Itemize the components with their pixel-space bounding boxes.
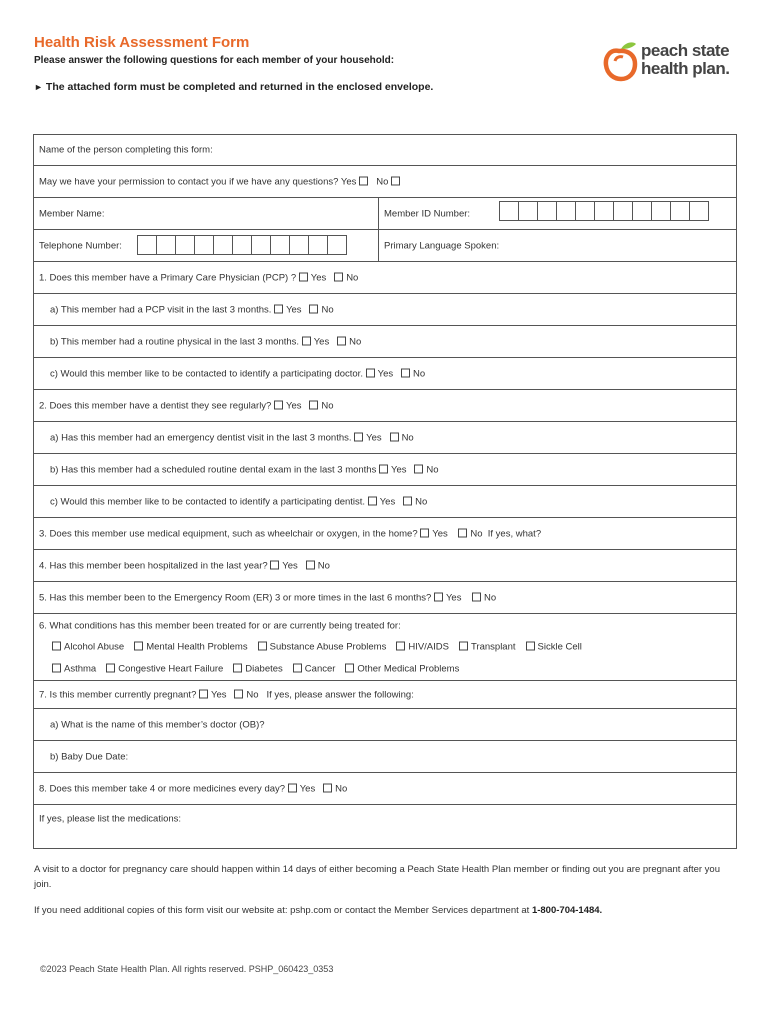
assessment-form	[33, 134, 737, 849]
row-q1: 1. Does this member have a Primary Care Physician (PCP) ? Yes No	[34, 262, 736, 294]
row-q1a: a) This member had a PCP visit in the last 3 months. Yes No	[34, 294, 736, 326]
member-id-boxes[interactable]	[500, 201, 709, 221]
copyright: ©2023 Peach State Health Plan. All rights reserved. PSHP_060423_0353	[40, 964, 334, 974]
condition-option[interactable]: Alcohol Abuse	[52, 642, 124, 653]
condition-row1-checkbox-1[interactable]	[134, 642, 143, 651]
conditions-row1	[52, 642, 592, 653]
pregnancy-note: A visit to a doctor for pregnancy care should happen within 14 days of either becoming a Peach State Health Plan member or finding out you are pregnant after you join.	[34, 864, 720, 890]
row-q1b: b) This member had a routine physical in the last 3 months. Yes No	[34, 326, 736, 358]
q4-no-checkbox[interactable]	[306, 560, 315, 569]
q7-no-checkbox[interactable]	[234, 689, 243, 698]
conditions-row2	[52, 664, 469, 675]
q1a-no-checkbox[interactable]	[309, 304, 318, 313]
condition-option[interactable]: Sickle Cell	[526, 642, 582, 653]
logo-line2: health plan.	[641, 59, 730, 78]
q3-no-checkbox[interactable]	[458, 528, 467, 537]
condition-row2-checkbox-4[interactable]	[345, 664, 354, 673]
row-q2b: b) Has this member had a scheduled routine dental exam in the last 3 months Yes No	[34, 454, 736, 486]
q2a-no-checkbox[interactable]	[390, 432, 399, 441]
condition-row1-checkbox-5[interactable]	[526, 642, 535, 651]
row-q5: 5. Has this member been to the Emergency Room (ER) 3 or more times in the last 6 months? Yes No	[34, 582, 736, 614]
telephone-boxes[interactable]	[138, 235, 347, 255]
row-q2: 2. Does this member have a dentist they see regularly? Yes No	[34, 390, 736, 422]
row-telephone: Telephone Number: Primary Language Spoken:	[34, 230, 736, 262]
row-medications: If yes, please list the medications:	[39, 813, 182, 825]
condition-option[interactable]: Substance Abuse Problems	[258, 642, 387, 653]
condition-row2-checkbox-2[interactable]	[233, 664, 242, 673]
form-title: Health Risk Assessment Form	[34, 34, 250, 51]
q5-no-checkbox[interactable]	[472, 592, 481, 601]
condition-row1-checkbox-3[interactable]	[396, 642, 405, 651]
q3-yes-checkbox[interactable]	[420, 528, 429, 537]
q2-yes-checkbox[interactable]	[274, 400, 283, 409]
permission-no-checkbox[interactable]	[391, 176, 400, 185]
q2a-yes-checkbox[interactable]	[354, 432, 363, 441]
q8-no-checkbox[interactable]	[323, 783, 332, 792]
q1-no-checkbox[interactable]	[334, 272, 343, 281]
condition-option[interactable]: Congestive Heart Failure	[106, 664, 223, 675]
return-notice: ► The attached form must be completed and returned in the enclosed envelope.	[34, 81, 434, 93]
condition-row2-checkbox-1[interactable]	[106, 664, 115, 673]
condition-option[interactable]: Asthma	[52, 664, 96, 675]
q4-yes-checkbox[interactable]	[270, 560, 279, 569]
q1b-yes-checkbox[interactable]	[302, 336, 311, 345]
logo-line1: peach state	[641, 41, 730, 60]
row-q7a: a) What is the name of this member’s doctor (OB)?	[34, 709, 736, 741]
condition-option[interactable]: Other Medical Problems	[345, 664, 459, 675]
row-q7: 7. Is this member currently pregnant? Yes No If yes, please answer the following:	[34, 681, 736, 709]
condition-row2-checkbox-0[interactable]	[52, 664, 61, 673]
row-q1c: c) Would this member like to be contacted to identify a participating doctor. Yes No	[34, 358, 736, 390]
member-services-phone: 1-800-704-1484.	[531, 905, 603, 916]
condition-option[interactable]: Transplant	[459, 642, 516, 653]
q1-yes-checkbox[interactable]	[299, 272, 308, 281]
row-q6: 6. What conditions has this member been treated for or are currently being treated for: Alcohol Abuse Mental Health Problems Substance Abuse Problems HIV/AIDS Transplant Sickle Cell Asthma Congestive Heart Failure Diabetes Cancer Other Medical Problems	[34, 614, 736, 681]
condition-option[interactable]: Cancer	[293, 664, 336, 675]
q2c-no-checkbox[interactable]	[403, 496, 412, 505]
q8-yes-checkbox[interactable]	[288, 783, 297, 792]
q1c-yes-checkbox[interactable]	[366, 368, 375, 377]
condition-option[interactable]: Diabetes	[233, 664, 283, 675]
q2-no-checkbox[interactable]	[309, 400, 318, 409]
copies-note: If you need additional copies of this form visit our website at: pshp.com or contact the Member Services department at 1-800-704-1484.	[34, 905, 603, 916]
q1c-no-checkbox[interactable]	[401, 368, 410, 377]
row-permission: May we have your permission to contact you if we have any questions? Yes No	[34, 166, 736, 198]
condition-option[interactable]: Mental Health Problems	[134, 642, 247, 653]
condition-row1-checkbox-4[interactable]	[459, 642, 468, 651]
form-subtitle: Please answer the following questions for each member of your household:	[34, 55, 395, 66]
q5-yes-checkbox[interactable]	[434, 592, 443, 601]
condition-option[interactable]: HIV/AIDS	[396, 642, 449, 653]
q2c-yes-checkbox[interactable]	[368, 496, 377, 505]
q7-yes-checkbox[interactable]	[199, 689, 208, 698]
q2b-no-checkbox[interactable]	[414, 464, 423, 473]
peach-state-logo	[603, 39, 743, 83]
row-q8: 8. Does this member take 4 or more medicines every day? Yes No	[34, 773, 736, 805]
condition-row1-checkbox-2[interactable]	[258, 642, 267, 651]
condition-row2-checkbox-3[interactable]	[293, 664, 302, 673]
q1b-no-checkbox[interactable]	[337, 336, 346, 345]
row-q3: 3. Does this member use medical equipment, such as wheelchair or oxygen, in the home? Yes No If yes, what?	[34, 518, 736, 550]
q1a-yes-checkbox[interactable]	[274, 304, 283, 313]
row-member: Member Name: Member ID Number:	[34, 198, 736, 230]
condition-row1-checkbox-0[interactable]	[52, 642, 61, 651]
row-q4: 4. Has this member been hospitalized in the last year? Yes No	[34, 550, 736, 582]
row-q7b: b) Baby Due Date:	[34, 741, 736, 773]
row-q2a: a) Has this member had an emergency dentist visit in the last 3 months. Yes No	[34, 422, 736, 454]
permission-yes-checkbox[interactable]	[359, 176, 368, 185]
row-completer: Name of the person completing this form:	[34, 135, 736, 166]
row-q2c: c) Would this member like to be contacted to identify a participating dentist. Yes No	[34, 486, 736, 518]
q2b-yes-checkbox[interactable]	[379, 464, 388, 473]
arrow-right-icon: ►	[34, 82, 43, 92]
peach-icon	[603, 39, 639, 83]
